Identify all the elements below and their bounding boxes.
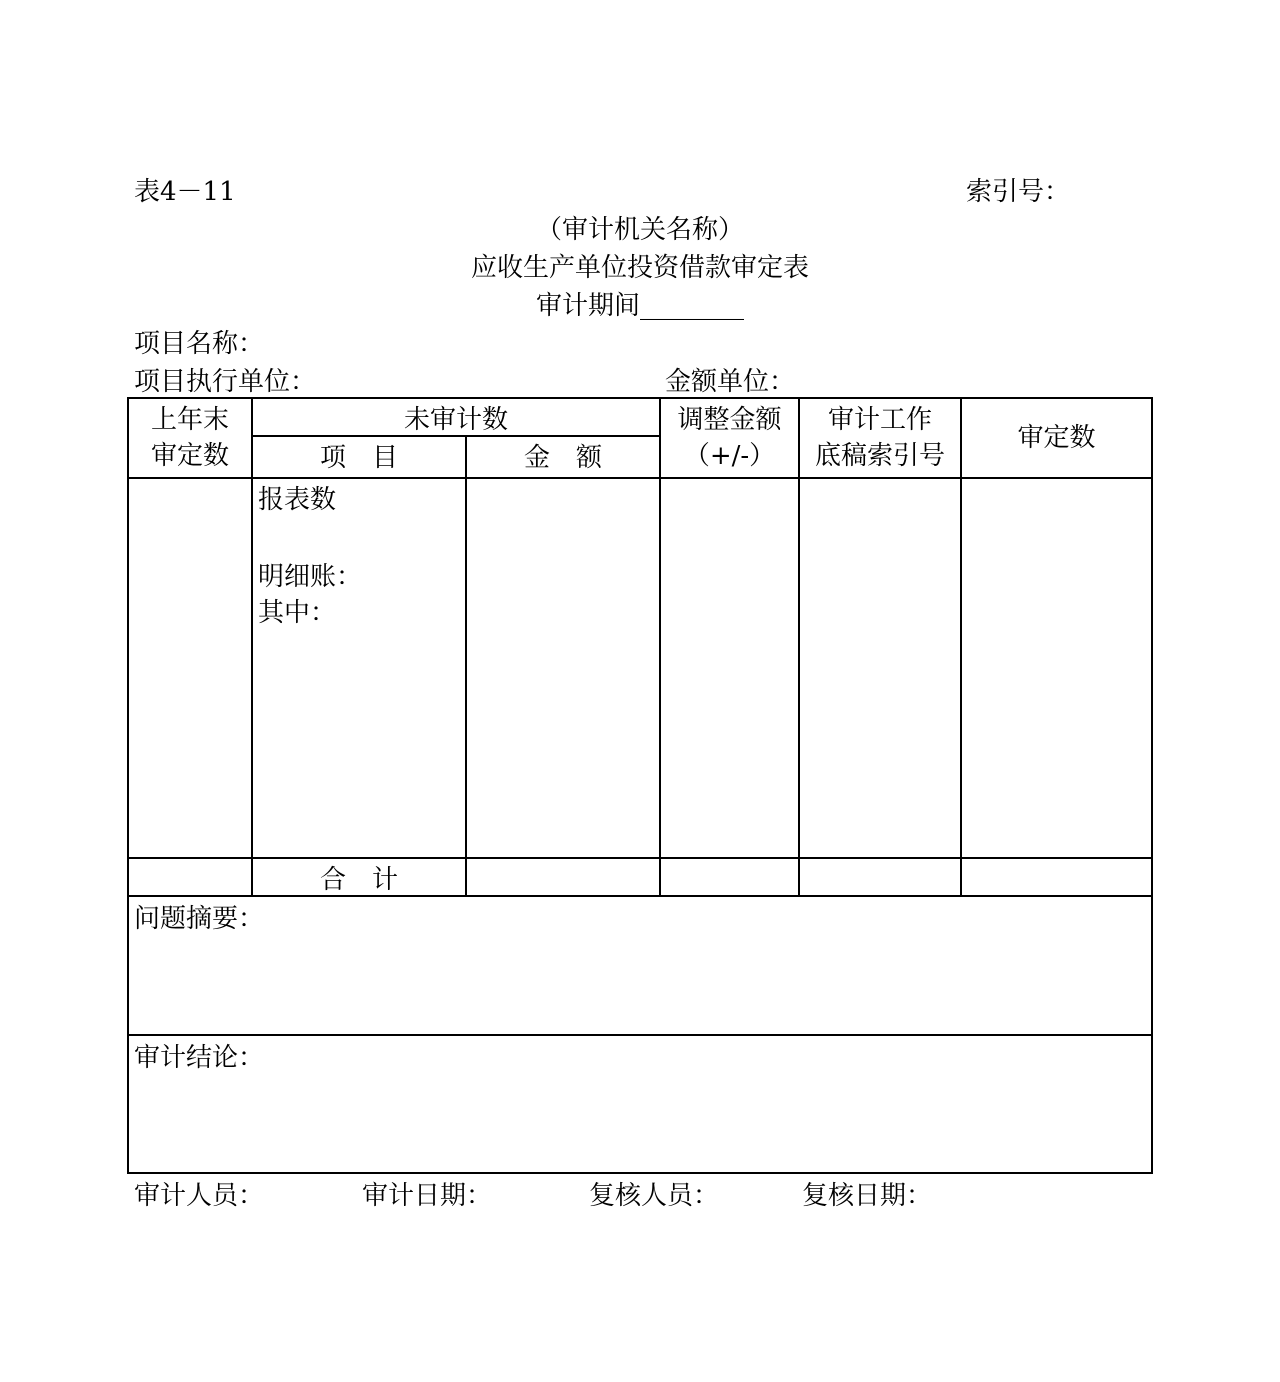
org-name: （审计机关名称）	[535, 215, 744, 245]
col-prev-year-line1: 上年末	[150, 405, 229, 435]
col-divider-4	[798, 397, 800, 897]
index-number-label: 索引号：	[966, 177, 1071, 207]
total-row-top-line	[128, 857, 1153, 859]
total-label: 合 计	[319, 865, 398, 895]
page-title: 应收生产单位投资借款审定表	[470, 253, 809, 283]
project-name-label: 项目名称：	[134, 329, 265, 359]
col-adjust-line1: 调整金额	[677, 405, 782, 435]
col-divider-5	[960, 397, 962, 897]
review-date-label: 复核日期：	[802, 1181, 933, 1211]
col-item: 项 目	[319, 443, 398, 473]
audit-period: 审计期间________	[535, 291, 744, 321]
col-adjust-line2: （+/-）	[683, 441, 776, 471]
auditor-label: 审计人员：	[134, 1181, 265, 1211]
table-number: 表4－11	[134, 177, 236, 207]
table-border-bottom	[128, 1172, 1153, 1174]
audit-date-label: 审计日期：	[362, 1181, 493, 1211]
project-unit-label: 项目执行单位：	[134, 367, 317, 397]
col-divider-2	[465, 435, 467, 897]
row-among-label: 其中：	[258, 598, 337, 628]
total-row-bottom-line	[128, 895, 1153, 897]
table-border-top	[128, 397, 1153, 399]
amount-unit-label: 金额单位：	[665, 367, 796, 397]
col-divider-3	[659, 397, 661, 897]
col-amount: 金 额	[523, 443, 602, 473]
reviewer-label: 复核人员：	[589, 1181, 720, 1211]
col-unaudited: 未审计数	[403, 405, 508, 435]
issues-label: 问题摘要：	[134, 904, 265, 934]
col-prev-year-line2: 审定数	[150, 441, 229, 471]
col-final: 审定数	[1017, 423, 1096, 453]
row-ledger-label: 明细账：	[258, 562, 363, 592]
conclusion-label: 审计结论：	[134, 1043, 265, 1073]
row-report-label: 报表数	[258, 485, 337, 515]
col-workpaper-line2: 底稿索引号	[814, 441, 945, 471]
table-border-right	[1151, 397, 1153, 1174]
header-divider	[252, 435, 660, 437]
col-workpaper-line1: 审计工作	[827, 405, 932, 435]
issues-bottom-line	[128, 1034, 1153, 1036]
table-border-left	[127, 397, 129, 1174]
header-bottom-line	[128, 477, 1153, 479]
